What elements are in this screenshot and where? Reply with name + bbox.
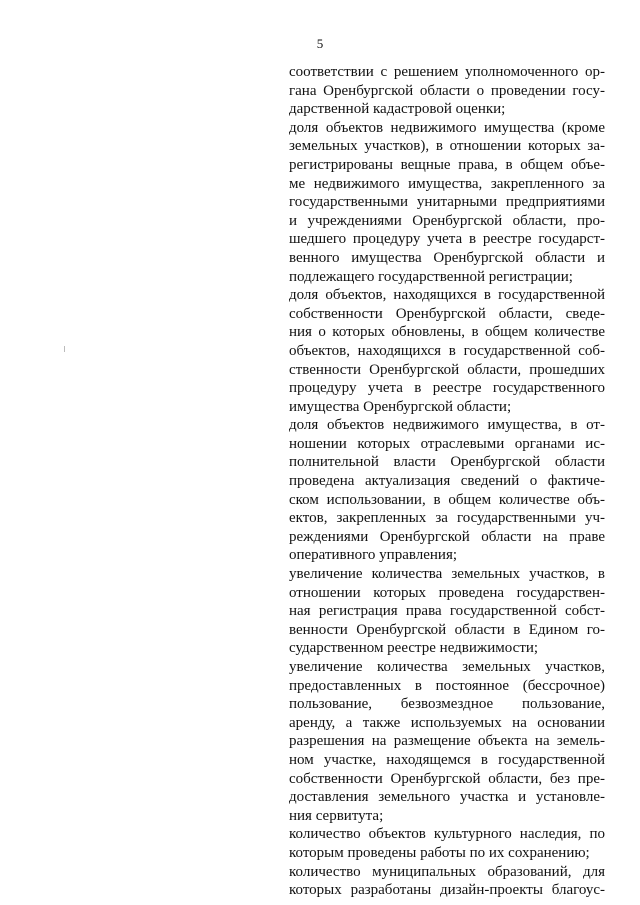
paragraph [289, 565, 605, 658]
text-line: гана Оренбургской области о проведении госу- [289, 82, 605, 99]
text-line: ния о которых обновлены, в общем количестве [289, 324, 605, 341]
text-line: аренду, а также используемых на основании [289, 714, 605, 731]
text-line: отношении которых проведена государствен- [289, 584, 605, 601]
text-line: ния сервитута; [289, 807, 384, 824]
text-line: оперативного управления; [289, 547, 458, 564]
text-line: сударственном реестре недвижимости; [289, 640, 539, 657]
text-line: увеличение количества земельных участков, в [289, 566, 605, 583]
text-line: процедуру учета в реестре государственного [289, 380, 605, 397]
text-line: и учреждениями Оренбургской области, про- [289, 212, 605, 229]
text-line: дарственной кадастровой оценки; [289, 101, 506, 118]
text-line: доля объектов недвижимого имущества (кроме [289, 119, 605, 136]
text-line: предоставленных в постоянное (бессрочное) [289, 677, 605, 694]
text-line: ная регистрация права государственной собст- [289, 603, 605, 620]
text-line: ном участке, находящемся в государственной [289, 751, 605, 768]
paragraph [289, 825, 605, 862]
text-line: имущества Оренбургской области; [289, 398, 512, 415]
text-line: пользование, безвозмездное пользование, [289, 696, 605, 713]
text-line: доля объектов недвижимого имущества, в от- [289, 417, 605, 434]
paragraph [289, 63, 605, 119]
paragraph [289, 863, 605, 900]
text-line: собственности Оренбургской области, без пре- [289, 770, 605, 787]
text-line: собственности Оренбургской области, сведе- [289, 305, 605, 322]
text-line: разрешения на размещение объекта на земель- [289, 733, 605, 750]
text-line: ме недвижимого имущества, закрепленного за [289, 175, 605, 192]
text-line: подлежащего государственной регистрации; [289, 268, 573, 285]
text-line: количество объектов культурного наследия, по [289, 826, 605, 843]
text-line: соответствии с решением уполномоченного ор- [289, 64, 605, 80]
paragraph [289, 286, 605, 416]
text-line: реждениями Оренбургской области на праве [289, 528, 605, 545]
text-line: ственности Оренбургской области, прошедших [289, 361, 605, 378]
paragraph [289, 119, 605, 286]
text-line: доля объектов, находящихся в государственной [289, 287, 605, 304]
text-line: ском использовании, в общем количестве объ- [289, 491, 605, 508]
text-line: доставления земельного участка и установле- [289, 789, 605, 806]
text-line: полнительной власти Оренбургской области [289, 454, 605, 471]
page-number: 5 [316, 36, 324, 51]
text-line: которым проведены работы по их сохранению; [289, 844, 590, 861]
text-line: шедшего процедуру учета в реестре государст- [289, 231, 605, 248]
margin-mark [64, 346, 65, 352]
text-line: увеличение количества земельных участков, [289, 659, 605, 675]
text-line: объектов, находящихся в государственной соб- [289, 342, 605, 359]
text-line: венности Оренбургской области в Едином го- [289, 621, 605, 638]
document-body [289, 63, 605, 900]
text-line: количество муниципальных образований, для [289, 863, 605, 880]
text-line: регистрированы вещные права, в общем объе- [289, 156, 605, 173]
text-line: земельных участков), в отношении которых за- [289, 138, 605, 155]
text-line: ектов, закрепленных за государственными уч- [289, 510, 605, 527]
text-line: государственными унитарными предприятиями [289, 194, 605, 211]
text-line: которых разработаны дизайн-проекты благоус- [289, 882, 605, 899]
text-line: ношении которых отраслевыми органами ис- [289, 435, 605, 452]
text-line: венного имущества Оренбургской области и [289, 249, 605, 266]
text-line: проведена актуализация сведений о фактиче- [289, 473, 605, 490]
paragraph [289, 416, 605, 565]
paragraph [289, 658, 605, 825]
